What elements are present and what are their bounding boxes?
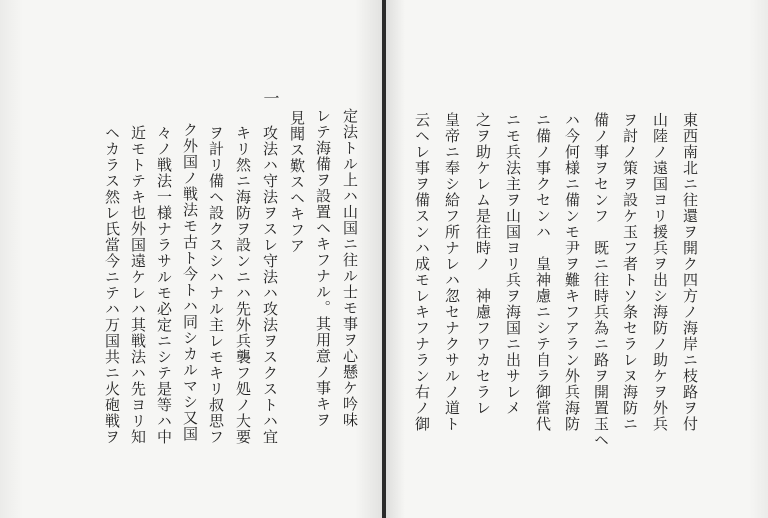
text-column: ヲ討ノ策ヲ設ケ玉フ者トソ条セラレヌ海防ニ: [621, 112, 639, 432]
text-column: 攻法ハ守法ヲスレ守法ハ攻法ヲスクストハ宜: [261, 125, 279, 445]
right-page: [386, 0, 768, 518]
text-column: 定法トル上ハ山国ニ往ル士モ事ヲ心懸ケ吟味: [341, 108, 359, 428]
text-column: レテ海備ヲ設置ヘキフナル。其用意ノ事キヲ: [314, 108, 332, 428]
text-column: 見聞ス歎スヘキフア: [288, 110, 306, 254]
text-column: ヘカラス然レ氏當今ニテハ万国共ニ火砲戦ヲ: [103, 125, 121, 445]
text-column: 云ヘレ事ヲ備スンハ成モレキフナラン右ノ御: [413, 112, 431, 432]
item-marker: 一: [261, 90, 280, 106]
text-column: 東西南北ニ往還ヲ開ク四方ノ海岸ニ枝路ヲ付: [681, 112, 699, 432]
text-column: 々ノ戦法一様ナラサルモ必定ニシテ是等ハ中: [155, 125, 173, 445]
text-column: ニ備ノ事クセンハ 皇神慮ニシテ自ラ御當代: [534, 112, 552, 432]
text-column: 皇帝ニ奉シ給フ所ナレハ忽セナクサルノ道ト: [443, 112, 461, 432]
text-column: 備ノ事ヲセンフ 既ニ往時兵為ニ路ヲ開置玉ヘ: [592, 112, 610, 448]
text-column: 近モトテキ也外国遠ケレハ其戦法ハ先ヨリ知: [129, 125, 147, 445]
text-column: ク外国ノ戦法モ古ト今トハ同シカルマシ又国: [181, 122, 199, 442]
text-column: 山陸ノ遠国ヨリ援兵ヲ出シ海防ノ助ケヲ外兵: [651, 112, 669, 432]
text-column: ヲ計リ備ヘ設クスシハナル主レモキリ叔思フ: [207, 125, 225, 445]
text-column: ハ今何様ニ備ンモ尹ヲ難キフアラン外兵海防: [563, 112, 581, 432]
text-column: キリ然ニ海防ヲ設ンニハ先外兵襲フ処ノ大要: [234, 125, 252, 445]
left-page: [0, 0, 382, 518]
text-column: ニモ兵法主ヲ山国ヨリ兵ヲ海国ニ出サレメ: [504, 112, 522, 416]
text-column: 之ヲ助ケレム是往時ノ 神慮フワカセラレ: [474, 112, 492, 416]
